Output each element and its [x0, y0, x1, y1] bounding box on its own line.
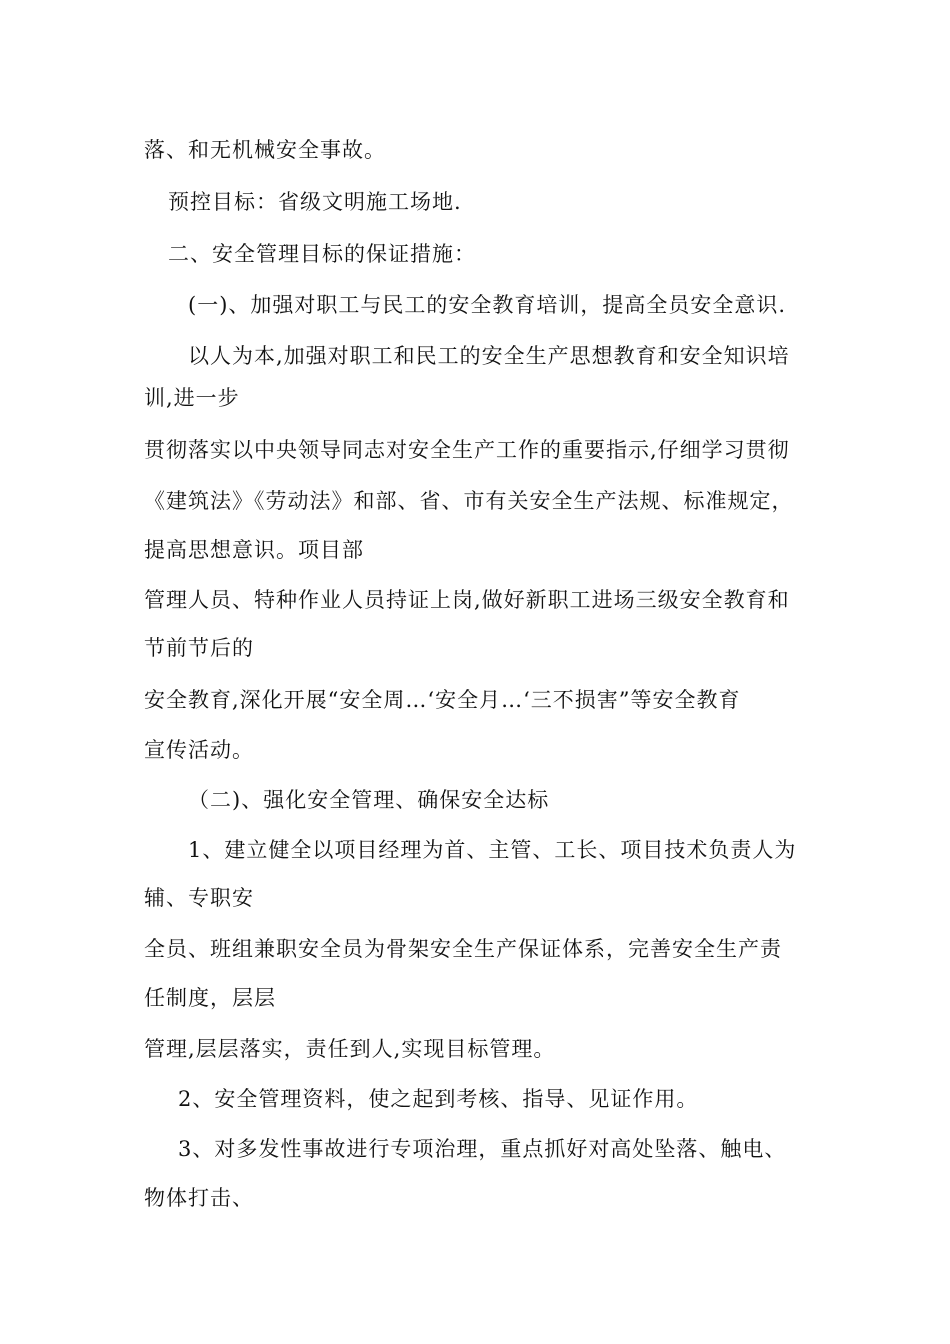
text-line: 2、安全管理资料，使之起到考核、指导、见证作用。: [178, 1087, 699, 1111]
text-line: 训,进一步: [144, 386, 240, 410]
text-line: 以人为本,加强对职工和民工的安全生产思想教育和安全知识培: [188, 344, 790, 368]
text-line: 宣传活动。: [144, 738, 254, 762]
text-line: 落、和无机械安全事故。: [144, 138, 386, 162]
section-heading: 二、安全管理目标的保证措施：: [168, 242, 476, 266]
text-line: 安全教育,深化开展“安全周…‘安全月…‘三不损害”等安全教育: [144, 688, 741, 712]
text-line: 贯彻落实以中央领导同志对安全生产工作的重要指示,仔细学习贯彻: [144, 438, 790, 462]
text-line: 全员、班组兼职安全员为骨架安全生产保证体系，完善安全生产责: [144, 937, 782, 961]
text-line: 管理,层层落实，责任到人,实现目标管理。: [144, 1037, 556, 1061]
text-line: 提高思想意识。项目部: [144, 538, 364, 562]
text-line: 3、对多发性事故进行专项治理，重点抓好对高处坠落、触电、: [178, 1137, 787, 1161]
text-line: 《建筑法》《劳动法》和部、省、市有关安全生产法规、标准规定，: [144, 489, 794, 513]
subsection-heading: （二)、强化安全管理、确保安全达标: [188, 788, 550, 812]
text-line: 节前节后的: [144, 636, 254, 660]
text-line: 预控目标：省级文明施工场地.: [168, 190, 462, 214]
text-line: 辅、专职安: [144, 886, 254, 910]
subsection-heading: (一)、加强对职工与民工的安全教育培训，提高全员安全意识.: [188, 293, 787, 317]
text-line: 任制度，层层: [144, 986, 276, 1010]
text-line: 管理人员、特种作业人员持证上岗,做好新职工进场三级安全教育和: [144, 588, 790, 612]
text-line: 物体打击、: [144, 1186, 254, 1210]
text-line: 1、建立健全以项目经理为首、主管、工长、项目技术负责人为: [188, 838, 797, 862]
